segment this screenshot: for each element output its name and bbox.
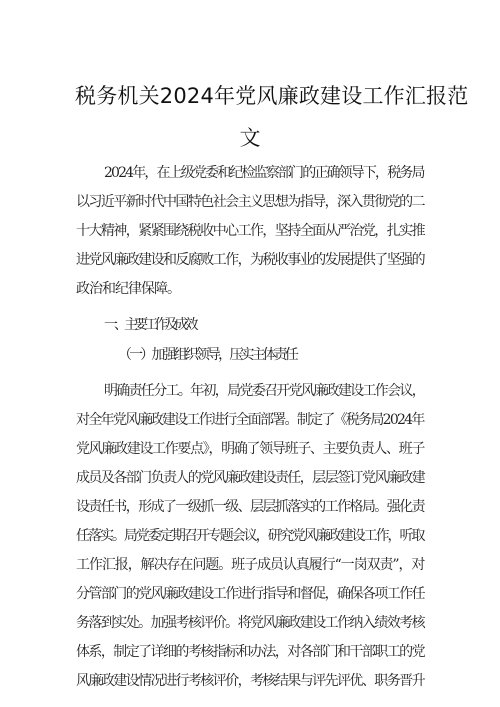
- document-title-continuation: 文: [239, 126, 261, 150]
- paragraph-line: 设责任书，形成了一级抓一级、层层抓落实的工作格局。强化责: [76, 499, 424, 515]
- paragraph-line: 分管部门的党风廉政建设工作进行指导和督促，确保各项工作任: [76, 586, 424, 602]
- paragraph-line: 进党风廉政建设和反腐败工作，为税收事业的发展提供了坚强的: [76, 252, 424, 268]
- paragraph-line: 明确责任分工。年初，局党委召开党风廉政建设工作会议，: [104, 383, 424, 399]
- paragraph-line: 工作汇报，解决存在问题。班子成员认真履行“一岗双责”，对: [76, 557, 425, 573]
- paragraph-line: 党风廉政建设工作要点》，明确了领导班子、主要负责人、班子: [76, 441, 424, 457]
- paragraph-line: 2024年，在上级党委和纪检监察部门的正确领导下，税务局: [104, 165, 424, 181]
- paragraph-line: 十大精神，紧紧围绕税收中心工作，坚持全面从严治党，扎实推: [76, 223, 424, 239]
- paragraph-line: 以习近平新时代中国特色社会主义思想为指导，深入贯彻党的二: [76, 194, 424, 210]
- paragraph-line: 风廉政建设情况进行考核评价，考核结果与评先评优、职务晋升: [76, 673, 424, 689]
- paragraph-line: 体系，制定了详细的考核指标和办法，对各部门和干部职工的党: [76, 644, 424, 660]
- document-title: 税务机关2024年党风廉政建设工作汇报范: [75, 84, 469, 108]
- paragraph-line: 对全年党风廉政建设工作进行全面部署。制定了《税务局2024年: [76, 412, 424, 428]
- paragraph-line: 成员及各部门负责人的党风廉政建设责任，层层签订党风廉政建: [76, 470, 424, 486]
- subsection-heading: （一）加强组织领导，压实主体责任: [118, 347, 296, 363]
- paragraph-line: 任落实。局党委定期召开专题会议，研究党风廉政建设工作，听取: [76, 528, 424, 544]
- paragraph-line: 政治和纪律保障。: [76, 281, 180, 297]
- section-heading: 一、主要工作及成效: [104, 317, 195, 333]
- paragraph-line: 务落到实处。加强考核评价。将党风廉政建设工作纳入绩效考核: [76, 615, 424, 631]
